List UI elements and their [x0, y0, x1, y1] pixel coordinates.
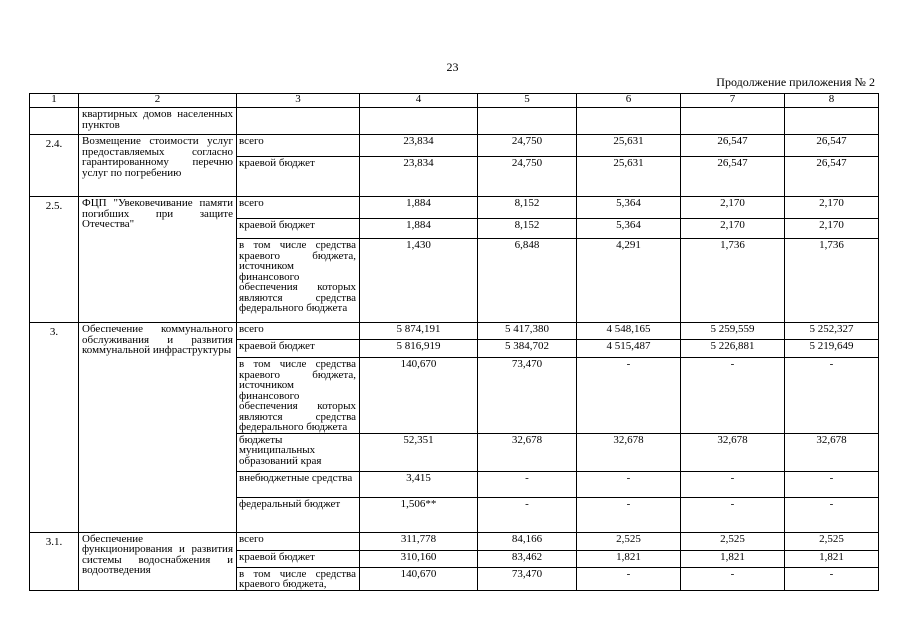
amount-cell: [681, 108, 785, 135]
amount-cell: 23,834: [360, 157, 478, 197]
amount-cell: 84,166: [478, 532, 577, 550]
amount-cell: 32,678: [681, 433, 785, 471]
item-number: [30, 108, 79, 135]
amount-cell: 73,470: [478, 358, 577, 434]
funding-source: в том числе средства краевого бюджета, источником финансового обеспечения которых являются средства федерального бюджета: [237, 358, 360, 434]
amount-cell: 311,778: [360, 532, 478, 550]
amount-cell: 1,430: [360, 239, 478, 323]
amount-cell: 6,848: [478, 239, 577, 323]
amount-cell: [478, 108, 577, 135]
funding-source: всего: [237, 135, 360, 157]
amount-cell: [785, 108, 879, 135]
funding-source: краевой бюджет: [237, 219, 360, 239]
amount-cell: 3,415: [360, 471, 478, 497]
item-number: 2.5.: [30, 197, 79, 323]
amount-cell: 32,678: [478, 433, 577, 471]
amount-cell: -: [478, 471, 577, 497]
amount-cell: [360, 108, 478, 135]
amount-cell: -: [478, 497, 577, 532]
amount-cell: 1,884: [360, 219, 478, 239]
amount-cell: 73,470: [478, 567, 577, 590]
amount-cell: 2,170: [681, 197, 785, 219]
column-number: 3: [237, 94, 360, 108]
amount-cell: 140,670: [360, 567, 478, 590]
amount-cell: 310,160: [360, 550, 478, 567]
amount-cell: 1,821: [681, 550, 785, 567]
amount-cell: 5 874,191: [360, 323, 478, 340]
amount-cell: -: [681, 567, 785, 590]
amount-cell: 2,170: [785, 219, 879, 239]
amount-cell: 83,462: [478, 550, 577, 567]
amount-cell: -: [577, 358, 681, 434]
amount-cell: 32,678: [577, 433, 681, 471]
table-row: [30, 108, 879, 135]
funding-source: всего: [237, 197, 360, 219]
funding-source: внебюджетные средства: [237, 471, 360, 497]
amount-cell: 23,834: [360, 135, 478, 157]
item-name: Возмещение стоимости услуг предоставляемых согласно гарантированному перечню услуг по погребению: [79, 135, 237, 197]
amount-cell: 25,631: [577, 157, 681, 197]
amount-cell: 26,547: [785, 157, 879, 197]
amount-cell: 4 548,165: [577, 323, 681, 340]
amount-cell: 5,364: [577, 219, 681, 239]
amount-cell: 5 219,649: [785, 340, 879, 358]
funding-source: бюджеты муниципальных образований края: [237, 433, 360, 471]
column-number: 8: [785, 94, 879, 108]
amount-cell: 5 816,919: [360, 340, 478, 358]
amount-cell: -: [577, 471, 681, 497]
amount-cell: 26,547: [681, 157, 785, 197]
column-number: 7: [681, 94, 785, 108]
table-row: [30, 197, 879, 219]
column-number: 6: [577, 94, 681, 108]
item-number: 3.1.: [30, 532, 79, 590]
amount-cell: 5 417,380: [478, 323, 577, 340]
amount-cell: 5 252,327: [785, 323, 879, 340]
amount-cell: -: [785, 358, 879, 434]
item-name: Обеспечение функционирования и развития системы водоснабжения и водоотведения: [79, 532, 237, 590]
amount-cell: 5 259,559: [681, 323, 785, 340]
amount-cell: -: [681, 358, 785, 434]
page-number: 23: [446, 60, 459, 74]
amount-cell: 1,736: [681, 239, 785, 323]
table-row: [30, 532, 879, 550]
funding-source: [237, 108, 360, 135]
funding-source: в том числе средства краевого бюджета,: [237, 567, 360, 590]
funding-source: всего: [237, 532, 360, 550]
amount-cell: 24,750: [478, 135, 577, 157]
funding-source: всего: [237, 323, 360, 340]
amount-cell: 1,884: [360, 197, 478, 219]
amount-cell: 1,736: [785, 239, 879, 323]
table-row: [30, 323, 879, 340]
amount-cell: -: [785, 567, 879, 590]
amount-cell: -: [785, 471, 879, 497]
funding-source: федеральный бюджет: [237, 497, 360, 532]
column-number: 1: [30, 94, 79, 108]
amount-cell: 5 226,881: [681, 340, 785, 358]
budget-table-body: [30, 94, 879, 591]
amount-cell: [577, 108, 681, 135]
funding-source: краевой бюджет: [237, 550, 360, 567]
funding-source: в том числе средства краевого бюджета, источником финансового обеспечения которых являются средства федерального бюджета: [237, 239, 360, 323]
amount-cell: 1,506**: [360, 497, 478, 532]
amount-cell: -: [577, 567, 681, 590]
amount-cell: 2,170: [785, 197, 879, 219]
amount-cell: 32,678: [785, 433, 879, 471]
amount-cell: 24,750: [478, 157, 577, 197]
appendix-continuation-label: Продолжение приложения № 2: [716, 75, 875, 89]
amount-cell: 5 384,702: [478, 340, 577, 358]
amount-cell: 25,631: [577, 135, 681, 157]
item-number: 3.: [30, 323, 79, 533]
amount-cell: 4,291: [577, 239, 681, 323]
item-name: ФЦП "Увековечивание памяти погибших при защите Отечества": [79, 197, 237, 323]
amount-cell: 8,152: [478, 197, 577, 219]
amount-cell: 52,351: [360, 433, 478, 471]
column-number: 2: [79, 94, 237, 108]
table-row: [30, 135, 879, 157]
item-number: 2.4.: [30, 135, 79, 197]
amount-cell: 2,525: [577, 532, 681, 550]
column-number: 4: [360, 94, 478, 108]
amount-cell: -: [681, 471, 785, 497]
budget-table: [29, 93, 879, 591]
amount-cell: 2,525: [681, 532, 785, 550]
amount-cell: 140,670: [360, 358, 478, 434]
amount-cell: -: [577, 497, 681, 532]
amount-cell: -: [785, 497, 879, 532]
funding-source: краевой бюджет: [237, 340, 360, 358]
item-name: квартирных домов населенных пунктов: [79, 108, 237, 135]
amount-cell: -: [681, 497, 785, 532]
funding-source: краевой бюджет: [237, 157, 360, 197]
column-number: 5: [478, 94, 577, 108]
amount-cell: 2,525: [785, 532, 879, 550]
amount-cell: 8,152: [478, 219, 577, 239]
amount-cell: 1,821: [577, 550, 681, 567]
amount-cell: 4 515,487: [577, 340, 681, 358]
amount-cell: 26,547: [681, 135, 785, 157]
item-name: Обеспечение коммунального обслуживания и развития коммунальной инфраструктуры: [79, 323, 237, 533]
amount-cell: 1,821: [785, 550, 879, 567]
amount-cell: 2,170: [681, 219, 785, 239]
column-number-row: [30, 94, 879, 108]
amount-cell: 5,364: [577, 197, 681, 219]
amount-cell: 26,547: [785, 135, 879, 157]
